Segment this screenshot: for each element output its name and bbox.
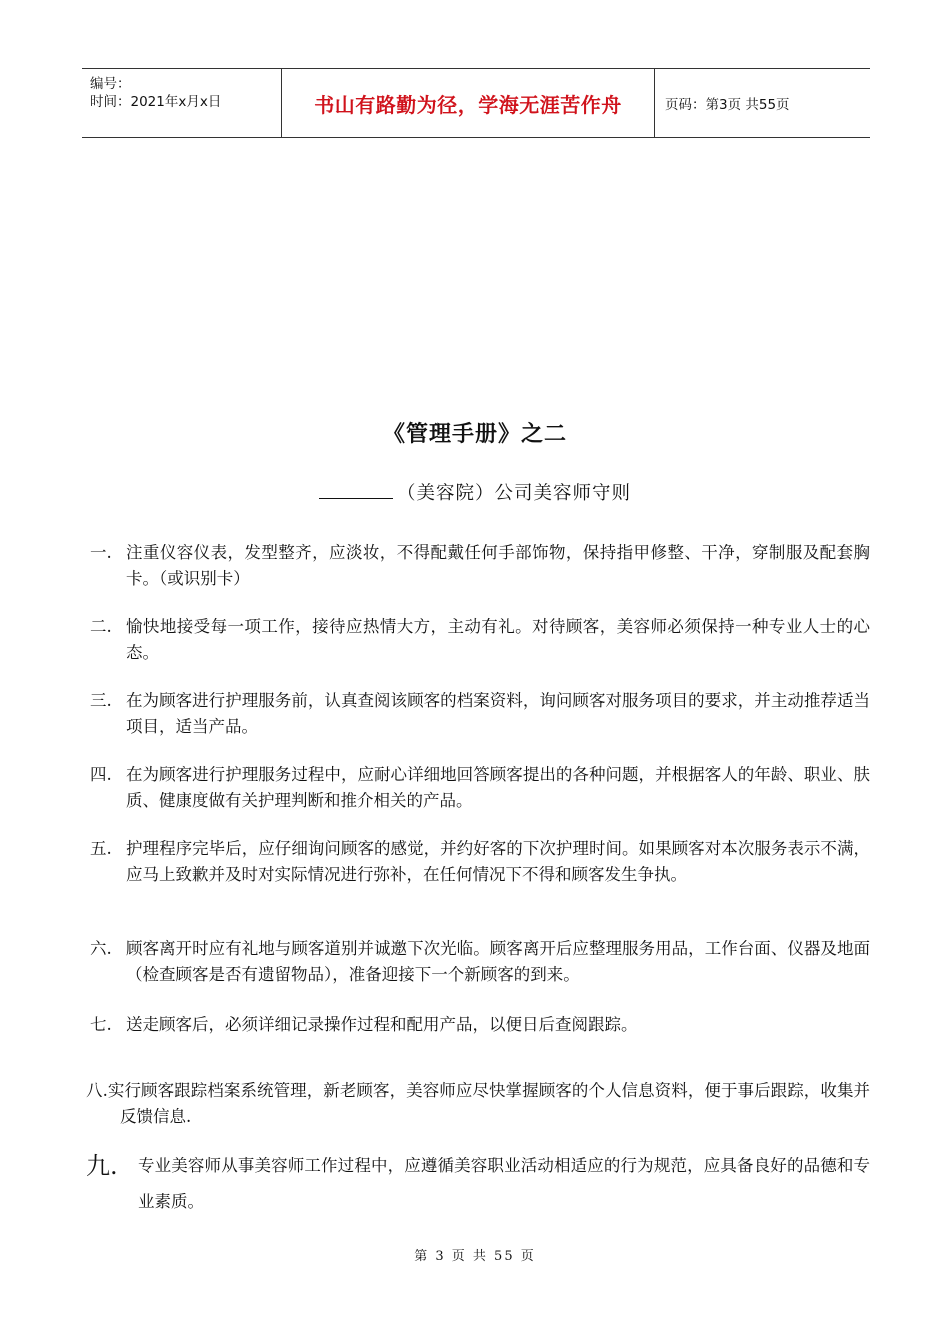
rule-text: 护理程序完毕后，应仔细询问顾客的感觉，并约好客的下次护理时间。如果顾客对本次服务表示不满，应马上致歉并及时对实际情况进行弥补，在任何情况下不得和顾客发生争执。 [126,839,870,884]
rule-item [90,1012,870,1038]
rule-item [90,936,870,988]
rule-item [86,1078,870,1130]
rule-number: 七. [90,1015,112,1034]
rule-text: 实行顾客跟踪档案系统管理，新老顾客，美容师应尽快掌握顾客的个人信息资料，便于事后跟踪，收集并反馈信息. [107,1081,871,1126]
number-label: 编号： [90,76,131,92]
rule-number: 九. [86,1152,118,1180]
rule-item [86,1148,870,1220]
rule-number: 二. [90,617,112,636]
rule-text: 在为顾客进行护理服务过程中，应耐心详细地回答顾客提出的各种问题，并根据客人的年龄、职业、肤质、健康度做有关护理判断和推介相关的产品。 [126,765,870,810]
rule-text: 在为顾客进行护理服务前，认真查阅该顾客的档案资料，询问顾客对服务项目的要求，并主动推荐适当项目，适当产品。 [126,691,870,736]
rule-item [90,540,870,592]
document-title: 《管理手册》之二 [382,422,567,447]
rule-text: 送走顾客后，必须详细记录操作过程和配用产品，以便日后查阅跟踪。 [126,1015,638,1034]
rule-text: 专业美容师从事美容师工作过程中，应遵循美容职业活动相适应的行为规范，应具备良好的品德和专业素质。 [138,1156,870,1211]
rule-text-wrapper [86,1078,870,1130]
fill-in-blank [319,480,393,499]
rule-number: 一. [90,543,112,562]
rule-item [90,836,870,888]
rule-text: 愉快地接受每一项工作，接待应热情大方，主动有礼。对待顾客，美容师必须保持一种专业人士的心态。 [126,617,870,662]
rule-number: 三. [90,691,112,710]
page-footer: 第 3 页 共 55 页 [414,1249,536,1264]
rule-item [90,688,870,740]
header-motto-cell [282,69,655,137]
rule-item [90,762,870,814]
subtitle-text: （美容院）公司美容师守则 [396,483,631,504]
page-info: 页码：第3页 共55页 [665,97,790,113]
rule-item [90,614,870,666]
rule-number: 四. [90,765,112,784]
date-label: 时间：2021年x月x日 [90,94,222,110]
header-table [82,68,870,138]
header-meta-cell [82,69,282,137]
document-subtitle [0,479,950,505]
rule-number: 六. [90,939,112,958]
rule-number: 八. [86,1081,108,1100]
motto-text: 书山有路勤为径，学海无涯苦作舟 [314,92,622,117]
rule-text: 顾客离开时应有礼地与顾客道别并诚邀下次光临。顾客离开后应整理服务用品，工作台面、仪器及地面（检查顾客是否有遗留物品），准备迎接下一个新顾客的到来。 [126,939,870,984]
header-page-cell [655,69,870,137]
rule-number: 五. [90,839,112,858]
rule-text: 注重仪容仪表，发型整齐，应淡妆，不得配戴任何手部饰物，保持指甲修整、干净，穿制服及配套胸卡。（或识别卡） [126,543,870,588]
